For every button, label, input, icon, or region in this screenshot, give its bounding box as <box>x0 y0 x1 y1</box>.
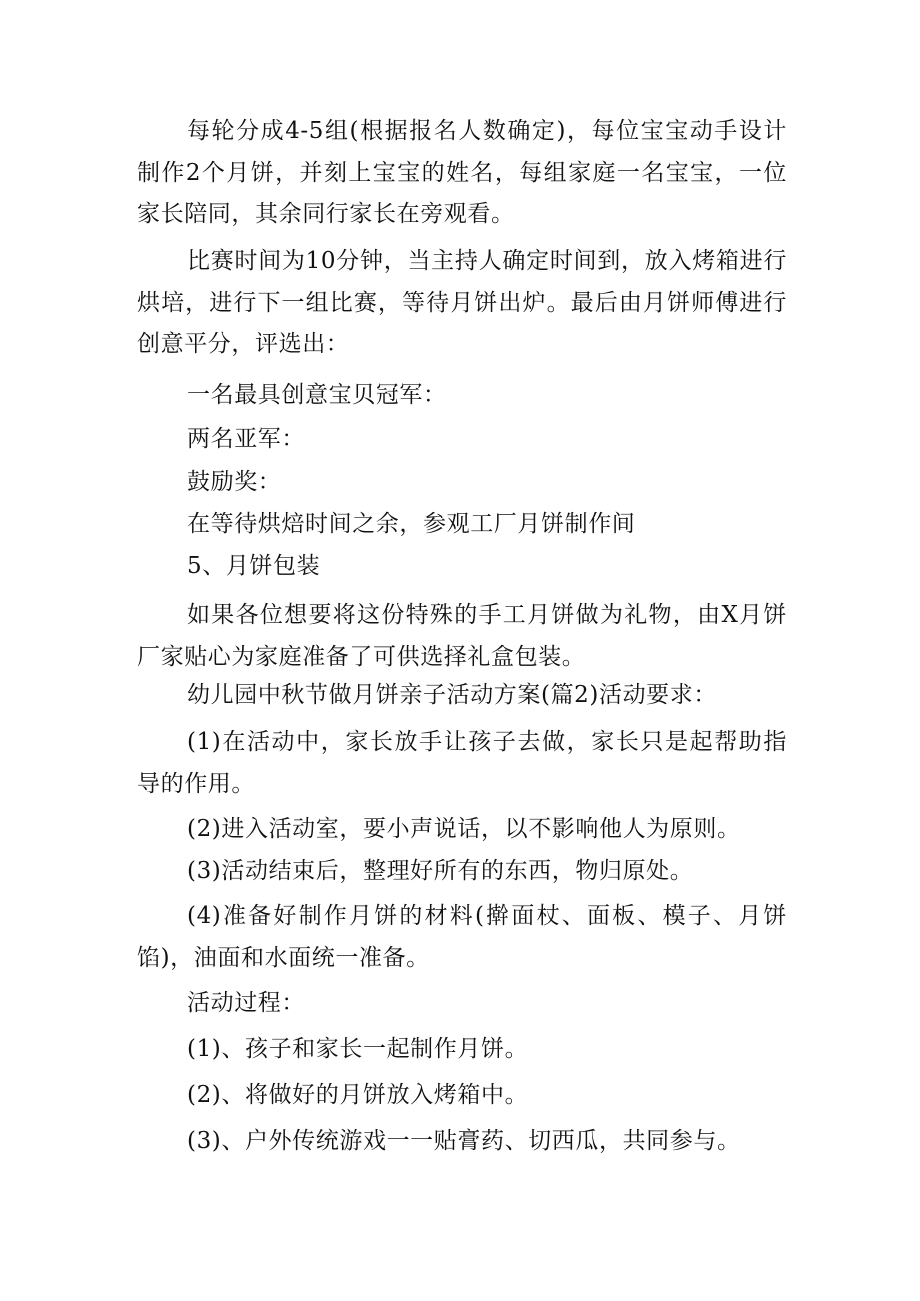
paragraph-visit-workshop: 在等待烘焙时间之余，参观工厂月饼制作间 <box>187 511 636 537</box>
paragraph-encouragement: 鼓励奖： <box>187 469 282 495</box>
paragraph-plan-2-requirements: 幼儿园中秋节做月饼亲子活动方案(篇2)活动要求： <box>187 682 717 708</box>
paragraph-competition-time: 比赛时间为10分钟，当主持人确定时间到，放入烤箱进行烘培，进行下一组比赛，等待月饼出炉。最后由月饼师傅进行创意平分，评选出： <box>137 248 787 357</box>
section-heading-packaging: 5、月饼包装 <box>187 553 321 579</box>
paragraph-gift-packaging: 如果各位想要将这份特殊的手工月饼做为礼物，由X月饼厂家贴心为家庭准备了可供选择礼盒包装。 <box>137 602 787 670</box>
process-step-2: (2)、将做好的月饼放入烤箱中。 <box>187 1082 529 1108</box>
paragraph-grouping: 每轮分成4-5组(根据报名人数确定)，每位宝宝动手设计制作2个月饼，并刻上宝宝的姓名，每组家庭一名宝宝，一位家长陪同，其余同行家长在旁观看。 <box>137 118 787 227</box>
process-step-3: (3)、户外传统游戏一一贴膏药、切西瓜，共同参与。 <box>187 1128 741 1154</box>
paragraph-champion: 一名最具创意宝贝冠军： <box>187 382 447 408</box>
requirement-item-4: (4)准备好制作月饼的材料(擀面杖、面板、模子、月饼馅)，油面和水面统一准备。 <box>137 903 787 971</box>
requirement-item-1: (1)在活动中，家长放手让孩子去做，家长只是起帮助指导的作用。 <box>137 729 787 797</box>
paragraph-runner-up: 两名亚军： <box>187 426 305 452</box>
requirement-item-2: (2)进入活动室，要小声说话，以不影响他人为原则。 <box>187 816 741 842</box>
section-heading-process: 活动过程： <box>187 990 305 1016</box>
process-step-1: (1)、孩子和家长一起制作月饼。 <box>187 1036 529 1062</box>
requirement-item-3: (3)活动结束后，整理好所有的东西，物归原处。 <box>187 858 694 884</box>
